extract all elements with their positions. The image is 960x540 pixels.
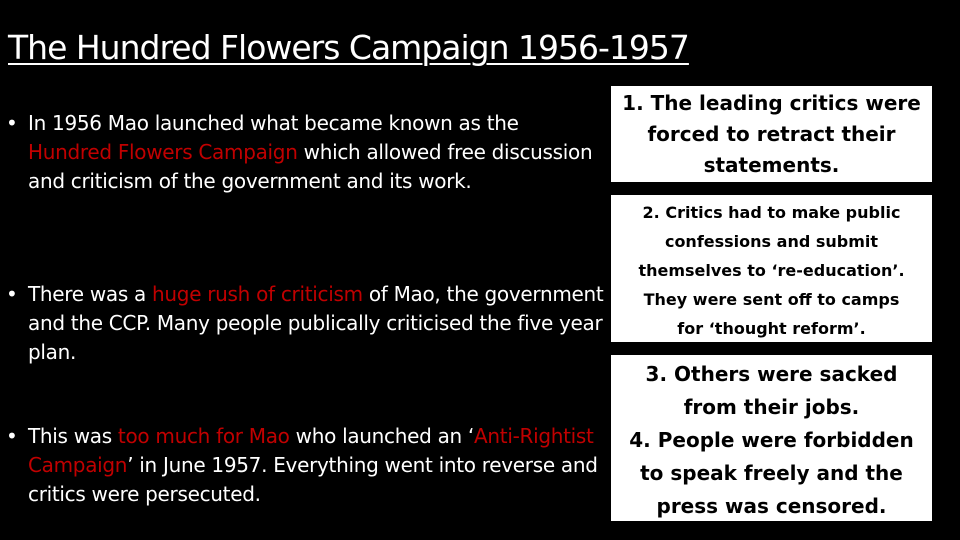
box-line: 3. Others were sacked	[645, 362, 898, 386]
box-line: press was censored.	[656, 494, 887, 518]
bullet-marker: •	[6, 424, 18, 448]
box-line: 4. People were forbidden	[629, 428, 914, 452]
box-line: to speak freely and the	[640, 461, 903, 485]
consequence-box-1	[611, 86, 932, 182]
box-line: for ‘thought reform’.	[677, 319, 866, 338]
box-line: 1. The leading critics were	[622, 91, 921, 115]
box-line: forced to retract their	[647, 122, 896, 146]
slide-title: The Hundred Flowers Campaign 1956-1957	[8, 28, 689, 67]
bullet-item-3	[6, 422, 606, 509]
box-line: 2. Critics had to make public	[642, 203, 901, 222]
box-line: themselves to ‘re-education’.	[638, 261, 905, 280]
consequence-box-2	[611, 195, 932, 342]
box-line: from their jobs.	[683, 395, 860, 419]
box-line: confessions and submit	[664, 232, 879, 251]
consequence-box-3	[611, 355, 932, 521]
bullet-marker: •	[6, 111, 18, 135]
bullet-marker: •	[6, 282, 18, 306]
bullet-item-1	[6, 109, 606, 196]
bullet-text: This was too much for Mao who launched an ‘Anti-Rightist Campaign’ in June 1957. Everything went into reverse and critics were persecuted.	[28, 424, 598, 506]
bullet-item-2	[6, 280, 606, 367]
bullet-text: There was a huge rush of criticism of Mao, the government and the CCP. Many people publically criticised the five year plan.	[28, 282, 604, 364]
bullet-text: In 1956 Mao launched what became known as the Hundred Flowers Campaign which allowed free discussion and criticism of the government and its work.	[28, 111, 593, 193]
box-line: They were sent off to camps	[643, 290, 900, 309]
box-line: statements.	[703, 153, 840, 177]
